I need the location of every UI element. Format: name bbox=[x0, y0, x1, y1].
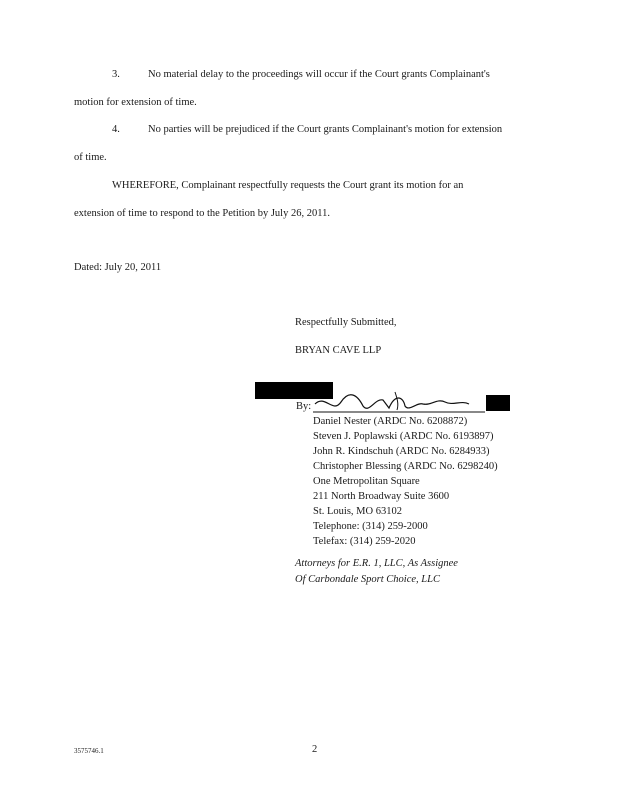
signature-line-9: Telefax: (314) 259-2020 bbox=[313, 536, 416, 547]
signature-line-1: Daniel Nester (ARDC No. 6208872) bbox=[313, 416, 468, 427]
para4-number: 4. bbox=[112, 124, 120, 135]
attorneys-for-line1: Attorneys for E.R. 1, LLC, As Assignee bbox=[295, 558, 458, 569]
document-id: 3575746.1 bbox=[74, 747, 104, 755]
wherefore-line1: WHEREFORE, Complainant respectfully requests the Court grant its motion for an bbox=[112, 180, 464, 191]
dated-line: Dated: July 20, 2011 bbox=[74, 262, 162, 273]
firm-name: BRYAN CAVE LLP bbox=[295, 345, 382, 356]
closing: Respectfully Submitted, bbox=[295, 317, 397, 328]
attorneys-for-line2: Of Carbondale Sport Choice, LLC bbox=[295, 574, 440, 585]
para3-number: 3. bbox=[112, 69, 120, 80]
page-number: 2 bbox=[312, 744, 318, 755]
signature-line-3: John R. Kindschuh (ARDC No. 6284933) bbox=[313, 446, 490, 457]
signature-line-6: 211 North Broadway Suite 3600 bbox=[313, 491, 450, 502]
wherefore-line2: extension of time to respond to the Petition by July 26, 2011. bbox=[74, 208, 330, 219]
para4-line2: of time. bbox=[74, 152, 107, 163]
signature-scribble bbox=[305, 388, 490, 418]
signature-line-8: Telephone: (314) 259-2000 bbox=[313, 521, 428, 532]
para3-line1: No material delay to the proceedings will occur if the Court grants Complainant's bbox=[148, 69, 490, 80]
para4-line1: No parties will be prejudiced if the Court grants Complainant's motion for extension bbox=[148, 124, 503, 135]
signature-line-5: One Metropolitan Square bbox=[313, 476, 420, 487]
signature-line-4: Christopher Blessing (ARDC No. 6298240) bbox=[313, 461, 498, 472]
signature-line-2: Steven J. Poplawski (ARDC No. 6193897) bbox=[313, 431, 494, 442]
signature-line-7: St. Louis, MO 63102 bbox=[313, 506, 402, 517]
by-label: By: bbox=[296, 401, 312, 412]
para3-line2: motion for extension of time. bbox=[74, 97, 197, 108]
